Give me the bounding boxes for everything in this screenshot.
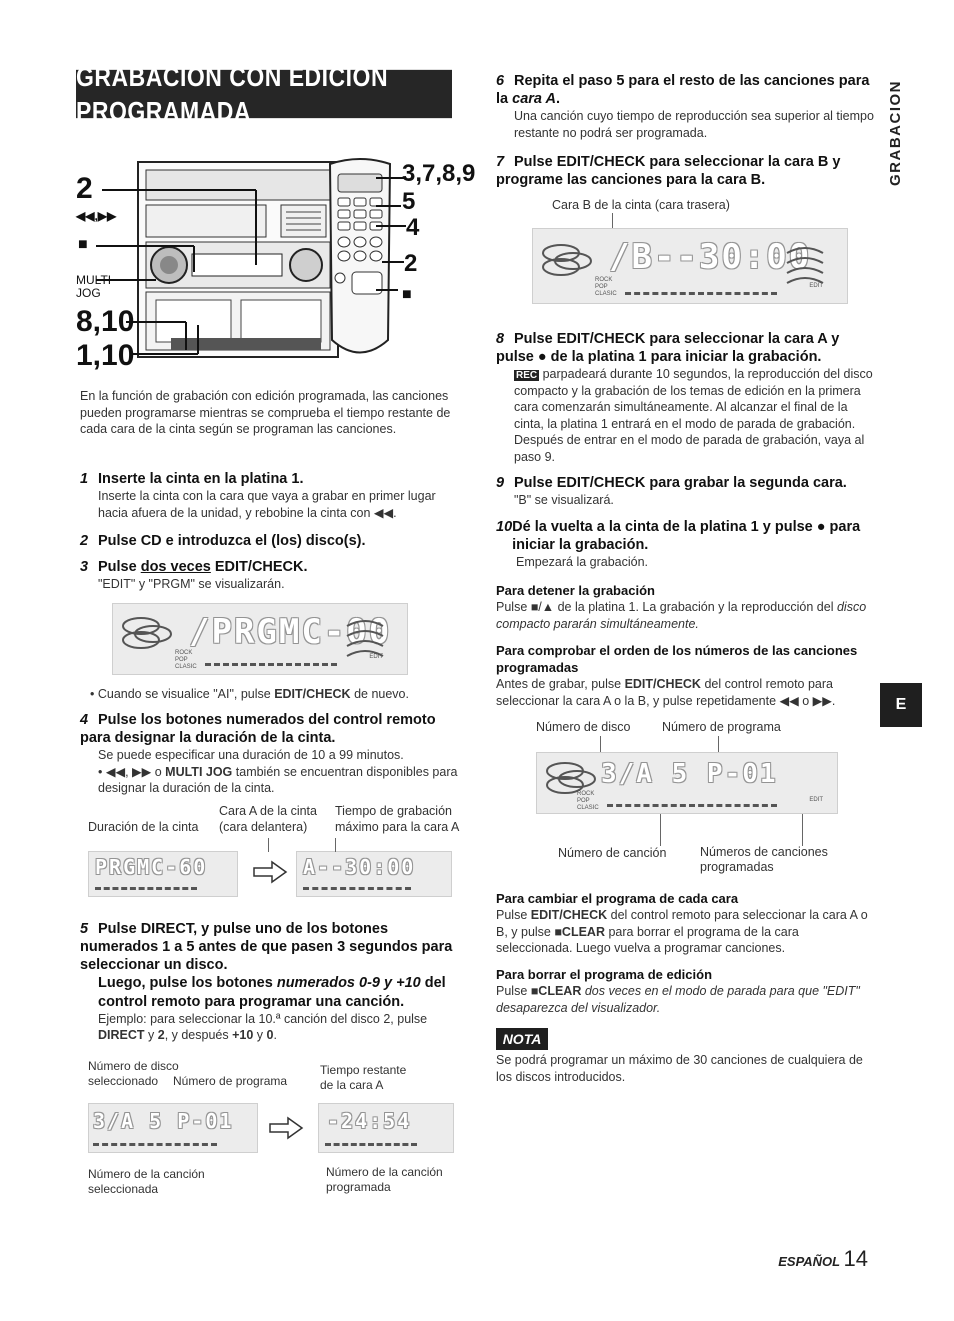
label-tiempo-grabacion: Tiempo de grabación: [335, 804, 452, 818]
lcd-tiny-clasic: CLASIC: [577, 805, 599, 811]
title-text: Luego, pulse los botones: [98, 975, 277, 992]
step-title: Pulse EDIT/CHECK para seleccionar la cara B y programe las canciones para la cara B.: [496, 154, 841, 189]
body-italic: disco compacto pararán simultáneamente.: [496, 600, 867, 631]
step-number: 5: [80, 921, 89, 937]
step-title-end: .: [555, 91, 560, 108]
body-bold: EDIT/CHECK: [530, 908, 608, 923]
step-number: 7: [496, 154, 505, 170]
body-text: del control remoto para seleccionar la cara A o B, y pulse: [496, 908, 868, 939]
leader-line: [335, 838, 336, 852]
step-body: "B" se visualizará.: [514, 493, 614, 508]
example-text: Ejemplo: para seleccionar la 10.ª canción del disco 2, pulse: [98, 1011, 428, 1026]
step-number: 6: [496, 73, 505, 89]
bullet-bold: MULTI JOG: [165, 764, 233, 779]
lcd-dash-row: [625, 292, 777, 295]
step-number: 8: [496, 331, 505, 347]
body-text: Pulse ■/▲ de la platina 1. La grabación y la reproducción del: [496, 600, 837, 615]
body-bold: EDIT/CHECK: [624, 677, 701, 692]
label-num-cancion-sel: Número de la canción: [88, 1167, 205, 1181]
callout-stop: ■: [78, 236, 88, 253]
disc-stack-icon: [543, 757, 607, 797]
example-text: y: [253, 1028, 267, 1043]
body-text: Pulse: [496, 984, 531, 999]
section-borrar: [496, 966, 874, 1016]
body-text: del control remoto para seleccionar la cara A o la B, y pulse repetidamente ◀◀ o ▶▶.: [496, 677, 836, 708]
lcd-text: /B--30:00: [609, 237, 812, 277]
step-8-body: [496, 366, 874, 465]
subheading: Para cambiar el programa de cada cara: [496, 891, 739, 906]
step-10: [496, 518, 874, 571]
subheading: Para detener la grabación: [496, 583, 655, 598]
body-italic: dos veces en el modo de parada para que "EDIT" desaparezca del visualizador.: [496, 984, 860, 1015]
lcd-dash-row: [607, 804, 777, 807]
section-detener: [496, 582, 874, 632]
step-4-bullet: [80, 764, 460, 797]
example-text: y: [144, 1028, 158, 1043]
step-title: Pulse EDIT/CHECK para seleccionar la cara A y pulse ● de la platina 1 para iniciar la grabación.: [496, 331, 840, 366]
callout-4: 4: [406, 214, 420, 241]
rec-indicator: REC: [516, 370, 538, 382]
step-1: [80, 470, 460, 521]
step-number: 3: [80, 559, 89, 575]
lcd-display-program-entry: [88, 1103, 258, 1153]
lcd-tiny-clasic: CLASIC: [595, 291, 617, 297]
callout-multi-jog: MULTI JOG: [76, 273, 112, 301]
step-title: Pulse EDIT/CHECK para grabar la segunda cara.: [514, 475, 847, 491]
step-3-note: [90, 686, 460, 703]
nota-badge: NOTA: [496, 1028, 548, 1050]
lcd-tiny-pop: POP: [595, 284, 608, 290]
disc-stack-icon: [539, 239, 603, 279]
lcd-dash-row: [205, 663, 337, 666]
body-text: Pulse: [496, 908, 531, 923]
lcd-text: -24:54: [327, 1109, 412, 1133]
callout-stop-remote: ■: [402, 286, 412, 303]
step-number: 2: [80, 533, 89, 549]
step-title: Inserte la cinta en la platina 1.: [98, 471, 304, 487]
label-delantera: (cara delantera): [219, 820, 308, 834]
nota-body: Se podrá programar un máximo de 30 canciones de cualquiera de los discos introducidos.: [496, 1053, 863, 1084]
lcd-tiny-edit: EDIT: [369, 654, 383, 660]
body-bold: ■CLEAR: [530, 984, 582, 999]
note-bold: EDIT/CHECK: [274, 687, 351, 701]
lcd-tiny-rock: ROCK: [577, 791, 595, 797]
lcd-tiny-rock: ROCK: [595, 277, 613, 283]
page-number: 14: [843, 1246, 868, 1271]
example-bold: +10: [232, 1028, 254, 1043]
step-9: [496, 474, 874, 509]
lcd-text: A--30:00: [303, 855, 416, 879]
lcd-dash-row: [303, 887, 411, 890]
page-footer: [778, 1244, 868, 1273]
lcd-display-duration: [88, 851, 238, 897]
lcd-dash-row: [325, 1143, 417, 1146]
lcd-display-program-check: [536, 752, 838, 814]
disc-stack-icon: [119, 612, 183, 652]
label-num-programa: Número de programa: [662, 720, 781, 734]
label-seleccionada: seleccionada: [88, 1182, 159, 1196]
device-illustration: [76, 150, 476, 375]
label-duracion: Duración de la cinta: [88, 820, 199, 834]
callout-2: 2: [76, 172, 93, 205]
step-3: [80, 558, 460, 593]
body-bold: ■CLEAR: [554, 924, 605, 939]
step-body: "EDIT" y "PRGM" se visualizarán.: [98, 577, 285, 592]
lcd-dash-row: [93, 1143, 217, 1146]
step-5-title-2: [80, 974, 460, 1010]
label-maximo: máximo para la cara A: [335, 820, 460, 834]
lcd-display-side-b: [532, 228, 848, 304]
body-text: para borrar el programa de la cara seleccionada. Luego vuelva a programar canciones.: [496, 924, 799, 956]
step-title-emphasis: dos veces: [140, 559, 211, 575]
step-6: [496, 72, 874, 141]
lcd-tiny-clasic: CLASIC: [175, 664, 197, 670]
step-number: 9: [496, 475, 505, 491]
example-bold: 0: [266, 1028, 274, 1043]
label-num-programa: Número de programa: [173, 1074, 288, 1088]
label-cara-a: Cara A de la cinta: [219, 804, 317, 818]
label-cara-b: Cara B de la cinta (cara trasera): [552, 198, 730, 212]
callout-2-remote: 2: [404, 250, 418, 277]
label-programada: programada: [326, 1180, 391, 1194]
step-title: Pulse los botones numerados del control remoto para designar la duración de la cinta.: [80, 712, 436, 747]
lcd-tiny-pop: POP: [577, 798, 590, 804]
lcd-display-prgm: [112, 603, 408, 675]
subheading: Para comprobar el orden de los números de las canciones programadas: [496, 643, 858, 676]
step-7: [496, 153, 874, 189]
step-body: Inserte la cinta con la cara que vaya a grabar en primer lugar hacia afuera de la unidad, y rebobine la cinta con ◀◀.: [98, 489, 436, 520]
step-5: [80, 920, 460, 1044]
label-num-canciones: Números de canciones: [700, 845, 828, 859]
intro-paragraph: En la función de grabación con edición programada, las canciones pueden programarse mientras se comprueba el tiempo restante de cada cara de la cinta según se programan las canciones.: [80, 389, 451, 436]
lcd-text: 3/A 5 P-01: [93, 1109, 234, 1133]
step-title-italic: cara A: [512, 91, 556, 108]
subheading: Para borrar el programa de edición: [496, 967, 713, 982]
step-body: parpadeará durante 10 segundos, la reproducción del disco compacto y la grabación de los temas de edición en la primera cara comenzarán simultáneamente. Al alcanzar el final de la cinta, la platina 1 entrará en el modo de parada de grabación. Después de entrar en el modo de parada de grabación, vaya al paso 9.: [514, 367, 873, 464]
lcd-text: /PRGMC-00: [189, 612, 392, 652]
step-number: 10: [496, 519, 513, 535]
note-text: • Cuando se visualice "AI", pulse: [90, 687, 275, 701]
bullet-text: • ◀◀, ▶▶ o: [98, 764, 166, 779]
step-body: Una canción cuyo tiempo de reproducción sea superior al tiempo restante no podrá ser programada.: [514, 109, 874, 140]
callout-8-10: 8,10: [76, 305, 135, 338]
label-num-disco: Número de disco: [536, 720, 631, 734]
body-text: Antes de grabar, pulse: [496, 677, 625, 692]
step-title: Pulse CD e introduzca el (los) disco(s).: [98, 533, 366, 549]
callout-rew-ff: ◀◀,▶▶: [76, 209, 117, 223]
title-italic: numerados 0-9 y +10: [276, 975, 421, 992]
step-body: Se puede especificar una duración de 10 a 99 minutos.: [98, 748, 404, 763]
step-2: [80, 532, 460, 550]
lcd-text: 3/A 5 P-01: [601, 759, 778, 789]
lcd-display-remaining: [318, 1103, 454, 1153]
side-tab-label: GRABACION: [887, 80, 904, 186]
arrow-right-icon: [252, 860, 288, 884]
example-bold: DIRECT: [98, 1028, 145, 1043]
step-body: Empezará la grabación.: [516, 555, 649, 570]
step-title: Pulse: [98, 559, 141, 575]
example-bold: 2: [157, 1028, 165, 1043]
footer-language: ESPAÑOL: [778, 1254, 840, 1269]
label-num-disco: Número de disco: [88, 1059, 179, 1073]
example-text: .: [273, 1028, 277, 1043]
label-seleccionado: seleccionado: [88, 1074, 159, 1088]
label-tiempo-restante: Tiempo restante: [320, 1063, 407, 1077]
lcd-dash-row: [95, 887, 197, 890]
step-8: [496, 330, 874, 465]
leader-line: [802, 814, 803, 846]
callout-1-10: 1,10: [76, 339, 135, 372]
language-tab: E: [880, 683, 922, 727]
callout-3-7-8-9: 3,7,8,9: [402, 160, 476, 187]
step-title: Pulse DIRECT, y pulse uno de los botones numerados 1 a 5 antes de que pasen 3 segundos para seleccionar un disco.: [80, 921, 453, 974]
step-5-example: [80, 1011, 460, 1044]
step-title-end: EDIT/CHECK.: [210, 559, 308, 575]
example-text: , y después: [164, 1028, 233, 1043]
step-number: 1: [80, 471, 89, 487]
title-end: del control remoto para programar una canción.: [98, 975, 446, 1010]
arrow-right-icon: [268, 1116, 304, 1140]
label-num-cancion: Número de canción: [558, 846, 667, 860]
section-comprobar: [496, 642, 874, 709]
lcd-tiny-edit: EDIT: [809, 797, 823, 803]
step-4: [80, 711, 460, 797]
section-cambiar: [496, 890, 874, 957]
callout-5: 5: [402, 188, 416, 215]
section-banner: GRABACION CON EDICION PROGRAMADA: [76, 70, 452, 118]
leader-line: [268, 838, 269, 852]
label-num-cancion-prog: Número de la canción: [326, 1165, 443, 1179]
bullet-end: también se encuentran disponibles para designar la duración de la cinta.: [98, 764, 458, 796]
step-number: 4: [80, 712, 89, 728]
lcd-tiny-edit: EDIT: [809, 283, 823, 289]
lcd-tiny-pop: POP: [175, 657, 188, 663]
step-title: Repita el paso 5 para el resto de las canciones para la: [496, 73, 870, 108]
lcd-text: PRGMC-60: [95, 855, 208, 879]
note-end: de nuevo.: [350, 687, 409, 701]
label-programadas: programadas: [700, 860, 774, 874]
step-title: Dé la vuelta a la cinta de la platina 1 y pulse ● para iniciar la grabación.: [512, 519, 861, 554]
leader-line: [660, 814, 661, 846]
label-de-cara-a: de la cara A: [320, 1078, 384, 1092]
lcd-tiny-rock: ROCK: [175, 650, 193, 656]
lcd-display-time-a: [296, 851, 452, 897]
